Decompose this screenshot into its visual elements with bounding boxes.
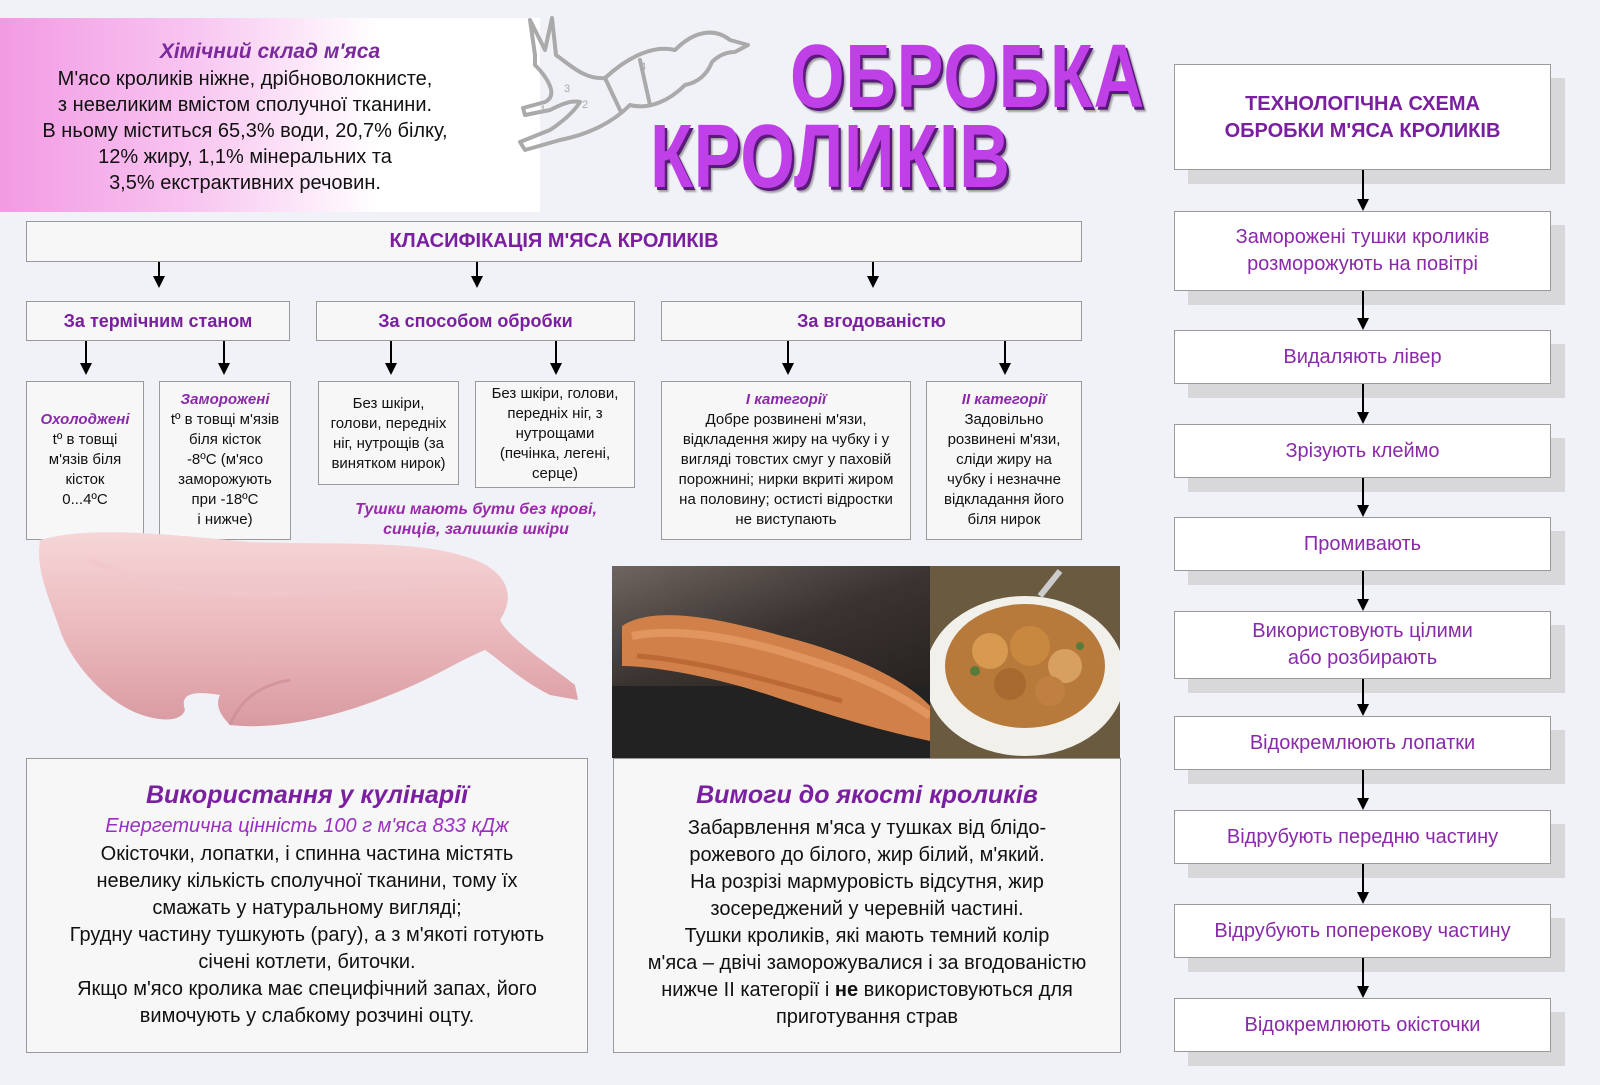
arrow-down-icon xyxy=(385,363,397,375)
card-frozen: Заморожені tº в товщі м'язів біля кісток -8ºС (м'ясо заморожують при -18ºС і нижче) xyxy=(159,381,291,540)
arrow-down-icon xyxy=(1357,986,1369,998)
arrow-down-icon xyxy=(999,363,1011,375)
classification-header: КЛАСИФІКАЦІЯ М'ЯСА КРОЛИКІВ xyxy=(26,221,1082,262)
scheme-step-label: Відрубують передню частину xyxy=(1226,825,1499,848)
arrow-down-icon xyxy=(867,276,879,288)
scheme-step xyxy=(1174,424,1551,478)
chem-line: з невеликим вмістом сполучної тканини. xyxy=(57,94,433,116)
scheme-step-label: Відокремлюють лопатки xyxy=(1249,731,1476,754)
title-line2: КРОЛИКІВ xyxy=(650,107,1011,207)
group-processing: За способом обробки xyxy=(316,301,635,341)
rabbit-dish-photo xyxy=(930,566,1120,758)
card-category-1: І категорії Добре розвинені м'язи, відкладення жиру на чубку і у вигляді товстих смуг у паховій порожнині; нирки вкриті жиром на половину; остисті відростки не виступають xyxy=(661,381,911,540)
quality-title: Вимоги до якості кроликів xyxy=(696,781,1038,809)
arrow-down-icon xyxy=(218,363,230,375)
scheme-step-label: Використовують цілими xyxy=(1252,620,1473,642)
culinary-subtitle: Енергетична цінність 100 г м'яса 833 кДж xyxy=(105,815,509,837)
scheme-header: ТЕХНОЛОГІЧНА СХЕМА ОБРОБКИ М'ЯСА КРОЛИКІВ xyxy=(1174,64,1551,170)
culinary-body: Окісточки, лопатки, і спинна частина містять невелику кількість сполучної тканини, тому їх смажать у натуральному вигляді; Грудну частину тушкують (рагу), а з м'якоті готують січені котлети, биточки. Якщо м'ясо кролика має специфічний запах, його вимочують у слабкому розчині оцту. xyxy=(69,843,545,1027)
chem-line: 12% жиру, 1,1% мінеральних та xyxy=(98,146,392,168)
scheme-step-label: Зрізують клеймо xyxy=(1285,439,1440,462)
scheme-step xyxy=(1174,211,1551,291)
svg-text:1: 1 xyxy=(540,104,547,116)
card-method-no-organs: Без шкіри, голови, передніх ніг, нутрощів (за винятком нирок) xyxy=(318,381,459,485)
group-thermal: За термічним станом xyxy=(26,301,290,341)
scheme-step-label: або розбирають xyxy=(1287,647,1438,669)
scheme-step xyxy=(1174,716,1551,770)
arrow-down-icon xyxy=(1357,892,1369,904)
arrow-down-icon xyxy=(1357,318,1369,330)
svg-text:2: 2 xyxy=(582,99,589,111)
arrow-down-icon xyxy=(153,276,165,288)
arrow-down-icon xyxy=(550,363,562,375)
scheme-step xyxy=(1174,517,1551,571)
arrow-down-icon xyxy=(1357,199,1369,211)
method-note: Тушки мають бути без крові, синців, залишків шкіри xyxy=(355,501,597,538)
raw-rabbit-carcass-photo xyxy=(30,520,590,750)
roasted-rabbit-photo xyxy=(612,566,930,758)
svg-text:4: 4 xyxy=(640,61,647,73)
scheme-step xyxy=(1174,904,1551,958)
title-line1: ОБРОБКА xyxy=(790,27,1146,127)
scheme-step xyxy=(1174,330,1551,384)
arrow-down-icon xyxy=(782,363,794,375)
arrow-down-icon xyxy=(1357,412,1369,424)
scheme-step xyxy=(1174,810,1551,864)
scheme-step-label: Заморожені тушки кроликів xyxy=(1235,226,1490,248)
arrow-down-icon xyxy=(471,276,483,288)
quality-panel xyxy=(613,758,1121,1053)
scheme-step xyxy=(1174,611,1551,679)
scheme-step xyxy=(1174,998,1551,1052)
culinary-title: Використання у кулінарії xyxy=(145,781,469,809)
arrow-down-icon xyxy=(1357,505,1369,517)
scheme-step-label: Відрубують поперекову частину xyxy=(1214,919,1511,942)
group-fatness: За вгодованістю xyxy=(661,301,1082,341)
quality-body: Забарвлення м'яса у тушках від блідо- рожевого до білого, жир білий, м'який. На розрізі мармуровість відсутня, жир зосереджений у черевній частині. Тушки кроликів, які мають темний колір м'яса – двічі заморожувалися і за вгодованістю нижче ІІ категорії і не використовуються для приготування страв xyxy=(647,817,1087,1028)
chem-line: М'ясо кроликів ніжне, дрібноволокнисте, xyxy=(57,68,433,90)
chem-line: В ньому міститься 65,3% води, 20,7% білку, xyxy=(42,120,448,142)
arrow-down-icon xyxy=(1357,599,1369,611)
culinary-panel xyxy=(26,758,588,1053)
card-category-2: ІІ категорії Задовільно розвинені м'язи, сліди жиру на чубку і незначне відкладання його біля нирок xyxy=(926,381,1082,540)
arrow-down-icon xyxy=(1357,704,1369,716)
arrow-down-icon xyxy=(80,363,92,375)
scheme-step-label: Відокремлюють окісточки xyxy=(1244,1013,1481,1036)
svg-text:3: 3 xyxy=(564,83,571,95)
scheme-step-label: Промивають xyxy=(1303,532,1422,555)
scheme-step-label: Видаляють лівер xyxy=(1283,345,1442,368)
arrow-down-icon xyxy=(1357,798,1369,810)
chemical-composition-panel xyxy=(0,18,540,212)
card-chilled: Охолоджені tº в товщі м'язів біля кісток 0...4ºС xyxy=(26,381,144,540)
card-method-with-organs: Без шкіри, голови, передніх ніг, з нутрощами (печінка, легені, серце) xyxy=(475,381,635,488)
chem-line: 3,5% екстрактивних речовин. xyxy=(109,172,381,194)
scheme-step-label: розморожують на повітрі xyxy=(1247,253,1478,275)
chem-title: Хімічний склад м'яса xyxy=(159,40,381,63)
